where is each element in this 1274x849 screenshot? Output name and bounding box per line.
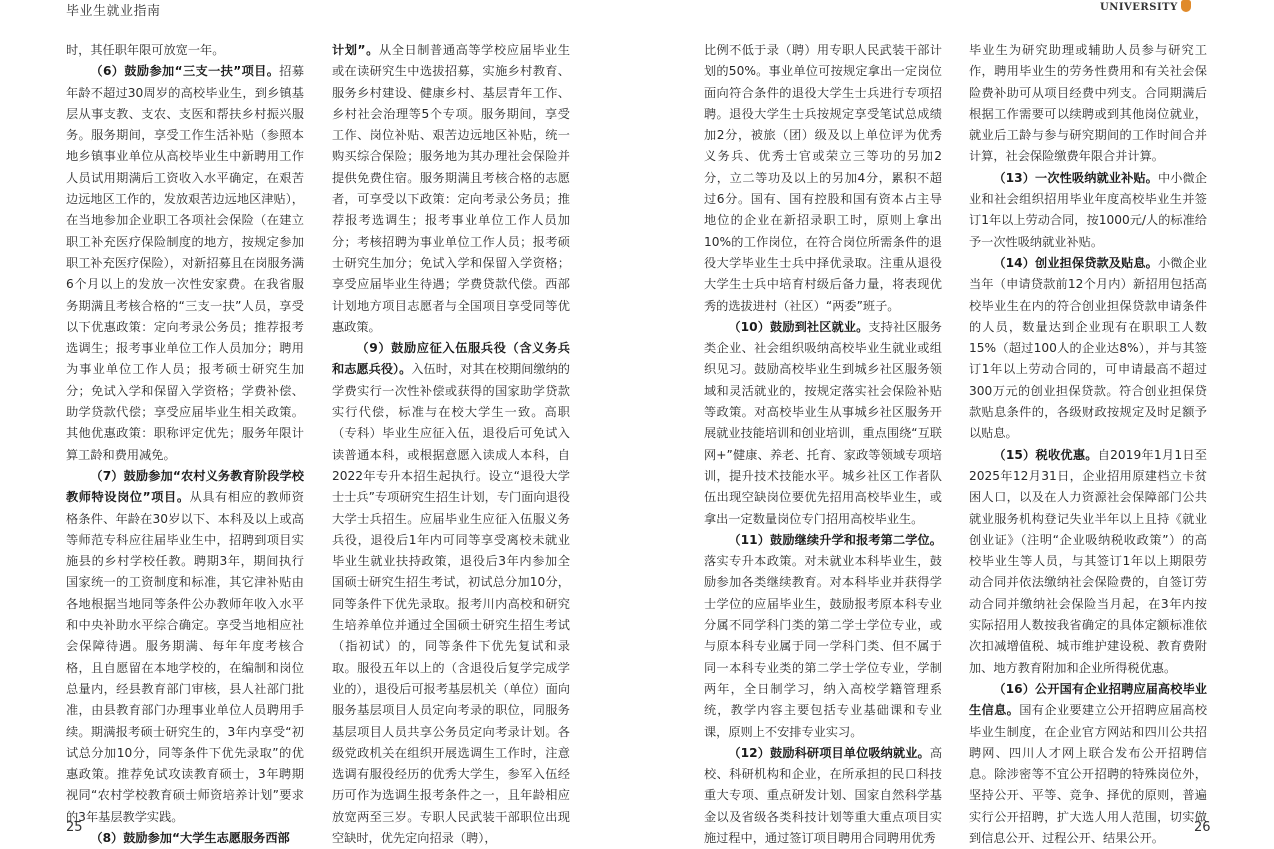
section-heading: （13）一次性吸纳就业补贴。 <box>993 170 1158 185</box>
paragraph <box>969 168 1207 253</box>
section-heading: （15）税收优惠。 <box>993 447 1098 462</box>
paragraph <box>66 466 304 828</box>
section-body: 小微企业当年（申请贷款前12个月内）新招用包括高校毕业生在内的符合创业担保贷款申请条件的人员，数量达到企业现有在职职工人数15%（超过100人的企业达8%），并与其签订1年以上劳动合同的，可申请最高不超过300万元的创业担保贷款。符合创业担保贷款贴息条件的，各级财政按规定及时足额予以贴息。 <box>969 255 1207 441</box>
university-brand <box>1100 0 1191 13</box>
section-body: 高校、科研机构和企业，在所承担的民口科技重大专项、重点研发计划、国家自然科学基金以及省级各类科技计划等重大重点项目实施过程中，通过签订项目聘用合同聘用优秀 <box>704 745 942 845</box>
section-heading: （10）鼓励到社区就业。 <box>728 319 869 334</box>
paragraph <box>704 530 942 743</box>
paragraph <box>332 338 570 849</box>
page-number-right: 26 <box>1194 820 1211 835</box>
section-body: 国有企业要建立公开招聘应届高校毕业生制度，在企业官方网站和四川公共招聘网、四川人才网上联合发布公开招聘信息。除涉密等不宜公开招聘的特殊岗位外，坚持公开、平等、竞争、择优的原则，普遍实行公开招聘，扩大选人用人范围，切实做到信息公开、过程公开、结果公开。 <box>969 703 1208 845</box>
section-heading: 计划”。 <box>332 43 379 57</box>
paragraph <box>66 61 304 466</box>
text-column-4 <box>969 40 1207 849</box>
section-heading: （9）鼓励应征入伍服兵役（含义务兵和志愿兵役）。 <box>332 341 570 377</box>
section-heading: （12）鼓励科研项目单位吸纳就业。 <box>728 745 930 760</box>
paragraph <box>969 445 1207 679</box>
paragraph <box>704 317 942 530</box>
text-column-1 <box>66 40 304 849</box>
section-heading: （16）公开国有企业招聘应届高校毕业生信息。 <box>969 681 1207 718</box>
section-body: 自2019年1月1日至2025年12月31日，企业招用原建档立卡贫困人口，以及在人力资源社会保障部门公共就业服务机构登记失业半年以上且持《就业创业证》（注明“企业吸纳税收政策”）的高校毕业生等人员，与其签订1年以上期限劳动合同并依法缴纳社会保险费的，自签订劳动合同并缴纳社会保险当月起，在3年内按实际招用人数按我省确定的具体定额标准依次扣减增值税、城市维护建设税、教育费附加、地方教育附加和企业所得税优惠。 <box>969 447 1207 675</box>
section-heading: （11）鼓励继续升学和报考第二学位。 <box>728 532 942 547</box>
section-body: 入伍时，对其在校期间缴纳的学费实行一次性补偿或获得的国家助学贷款实行代偿，标准与在校大学生一致。高职（专科）毕业生应征入伍，退役后可免试入读普通本科，或根据意愿入读成人本科，自2022年专升本招生起执行。设立“退役大学士士兵”专项研究生招生计划，专门面向退役大学士兵招生。应届毕业生应征入伍服义务兵役，退役后1年内可同等享受离校未就业毕业生就业扶持政策，退役后3年内参加全国硕士研究生招生考试，初试总分加10分，同等条件下优先录取。报考川内高校和研究生培养单位并通过全国硕士研究生招生考试（指初试）的，同等条件下优先复试和录取。服役五年以上的（含退役后复学完成学业的），退役后可报考基层机关（单位）面向服务基层项目人员定向考录的职位，同服务基层项目人员共享公务员定向考录计划。各级党政机关在组织开展选调生工作时，注意选调有服役经历的优秀大学生，参军入伍经历可作为选调生报考条件之一，且年龄相应放宽两至三岁。专职人民武装干部职位出现空缺时，优先定向招录（聘）， <box>332 362 570 845</box>
section-heading: （6）鼓励参加“三支一扶”项目。 <box>90 64 280 79</box>
section-heading: （14）创业担保贷款及贴息。 <box>993 255 1158 270</box>
section-body: 从全日制普通高等学校应届毕业生或在读研究生中选拔招募，实施乡村教育、服务乡村建设、健康乡村、基层青年工作、乡村社会治理等5个专项。服务期间，享受工作、岗位补贴、艰苦边远地区补贴，统一购买综合保险；服务地为其办理社会保险并提供免费住宿。服务期满且考核合格的志愿者，可享受以下政策：定向考录公务员；推荐报考选调生；报考事业单位工作人员加分；考核招聘为事业单位工作人员；报考硕士研究生加分；免试入学和保留入学资格；享受应届毕业生待遇；学费贷款代偿。西部计划地方项目志愿者与全国项目享受同等优惠政策。 <box>332 43 571 334</box>
section-body: 中小微企业和社会组织招用毕业年度高校毕业生并签订1年以上劳动合同，按1000元/人的标准给予一次性吸纳就业补贴。 <box>969 170 1207 249</box>
section-body: 从具有相应的教师资格条件、年龄在30岁以下、本科及以上或高等师范专科应往届毕业生中，招聘到项目实施县的乡村学校任教。聘期3年，期间执行国家统一的工资制度和标准，其它津补贴由各地根据当地同等条件公办教师年收入水平和中央补助水平综合确定。享受当地相应社会保障待遇。服务期满、每年年度考核合格，且自愿留在本地学校的，在编制和岗位总量内，经县教育部门审核，县人社部门批准，由县教育部门办理事业单位人员聘用手续。期满报考硕士研究生的，3年内享受“初试总分加10分，同等条件下优先录取”的优惠政策。推荐免试攻读教育硕士，3年聘期视同“农村学校教育硕士师资培养计划”要求的3年基层教学实践。 <box>66 490 304 824</box>
text-column-3 <box>704 40 942 849</box>
paragraph: 时，其任职年限可放宽一年。 <box>66 43 225 57</box>
text-column-2 <box>332 40 570 849</box>
paragraph <box>332 40 570 338</box>
paragraph <box>704 743 942 849</box>
paragraph <box>969 253 1207 445</box>
paragraph <box>969 679 1207 849</box>
section-body: 落实专升本政策。对未就业本科毕业生，鼓励参加各类继续教育。对本科毕业并获得学士学位的应届毕业生，鼓励报考原本科专业分属不同学科门类的第二学士学位专业，或与原本科专业属于同一学科门类、但不属于同一本科专业类的第二学士学位专业，学制两年，全日制学习，纳入高校学籍管理系统，教学内容主要包括专业基础课和专业课，原则上不安排专业实习。 <box>704 554 942 739</box>
page-number-left: 25 <box>66 820 83 835</box>
section-heading: （7）鼓励参加“农村义务教育阶段学校教师特设岗位”项目。 <box>66 468 304 505</box>
university-brand-text: UNIVERSITY <box>1100 2 1178 13</box>
running-header-title: 毕业生就业指南 <box>66 4 161 19</box>
section-heading: （8）鼓励参加“大学生志愿服务西部 <box>90 830 290 845</box>
paragraph: 比例不低于录（聘）用专职人民武装干部计划的50%。事业单位可按规定拿出一定岗位面向符合条件的退役大学生士兵进行专项招聘。退役大学生士兵按规定享受笔试总成绩加2分，被旅（团）级及以上单位评为优秀义务兵、优秀士官或荣立三等功的另加2分，立二等功及以上的另加4分，累积不超过6分。国有、国有控股和国有资本占主导地位的企业在新招录职工时，原则上拿出10%的工作岗位，在符合岗位所需条件的退役大学毕业生士兵中择优录取。注重从退役大学生士兵中培育村级后备力量，将表现优秀的选拔进村（社区）“两委”班子。 <box>704 43 942 313</box>
university-logo-icon <box>1181 0 1191 12</box>
section-body: 招募年龄不超过30周岁的高校毕业生，到乡镇基层从事支教、支农、支医和帮扶乡村振兴服务。服务期间，享受工作生活补贴（参照本地乡镇事业单位从高校毕业生中新聘用工作人员试用期满后工资收入水平确定，在艰苦边远地区工作的，发放艰苦边远地区津贴），在当地参加企业职工各项社会保险（在建立职工补充医疗保险制度的地方，按规定参加职工补充医疗保险），对新招募且在岗服务满6个月以上的发放一次性安家费。在我省服务期满且考核合格的“三支一扶”人员，享受以下优惠政策：定向考录公务员；推荐报考选调生；报考事业单位工作人员加分；聘用为事业单位工作人员；报考硕士研究生加分；免试入学和保留入学资格；学费补偿、助学贷款代偿；享受应届毕业生相关政策。其他优惠政策：职称评定优先；服务年限计算工龄和费用减免。 <box>66 64 305 462</box>
section-body: 支持社区服务类企业、社会组织吸纳高校毕业生就业或组织见习。鼓励高校毕业生到城乡社区服务领域和灵活就业的，按规定落实社会保险补贴等政策。对高校毕业生从事城乡社区服务开展就业技能培训和创业培训，重点围绕“互联网+”健康、养老、托育、家政等领域专项培训，提升技术技能水平。城乡社区工作者队伍出现空缺岗位要优先招用高校毕业生，或拿出一定数量岗位专门招用高校毕业生。 <box>704 319 942 526</box>
paragraph <box>66 828 304 849</box>
paragraph: 毕业生为研究助理或辅助人员参与研究工作，聘用毕业生的劳务性费用和有关社会保险费补助可从项目经费中列支。合同期满后根据工作需要可以续聘或到其他岗位就业，就业后工龄与参与研究期间的工作时间合并计算，社会保险缴费年限合并计算。 <box>969 43 1207 164</box>
